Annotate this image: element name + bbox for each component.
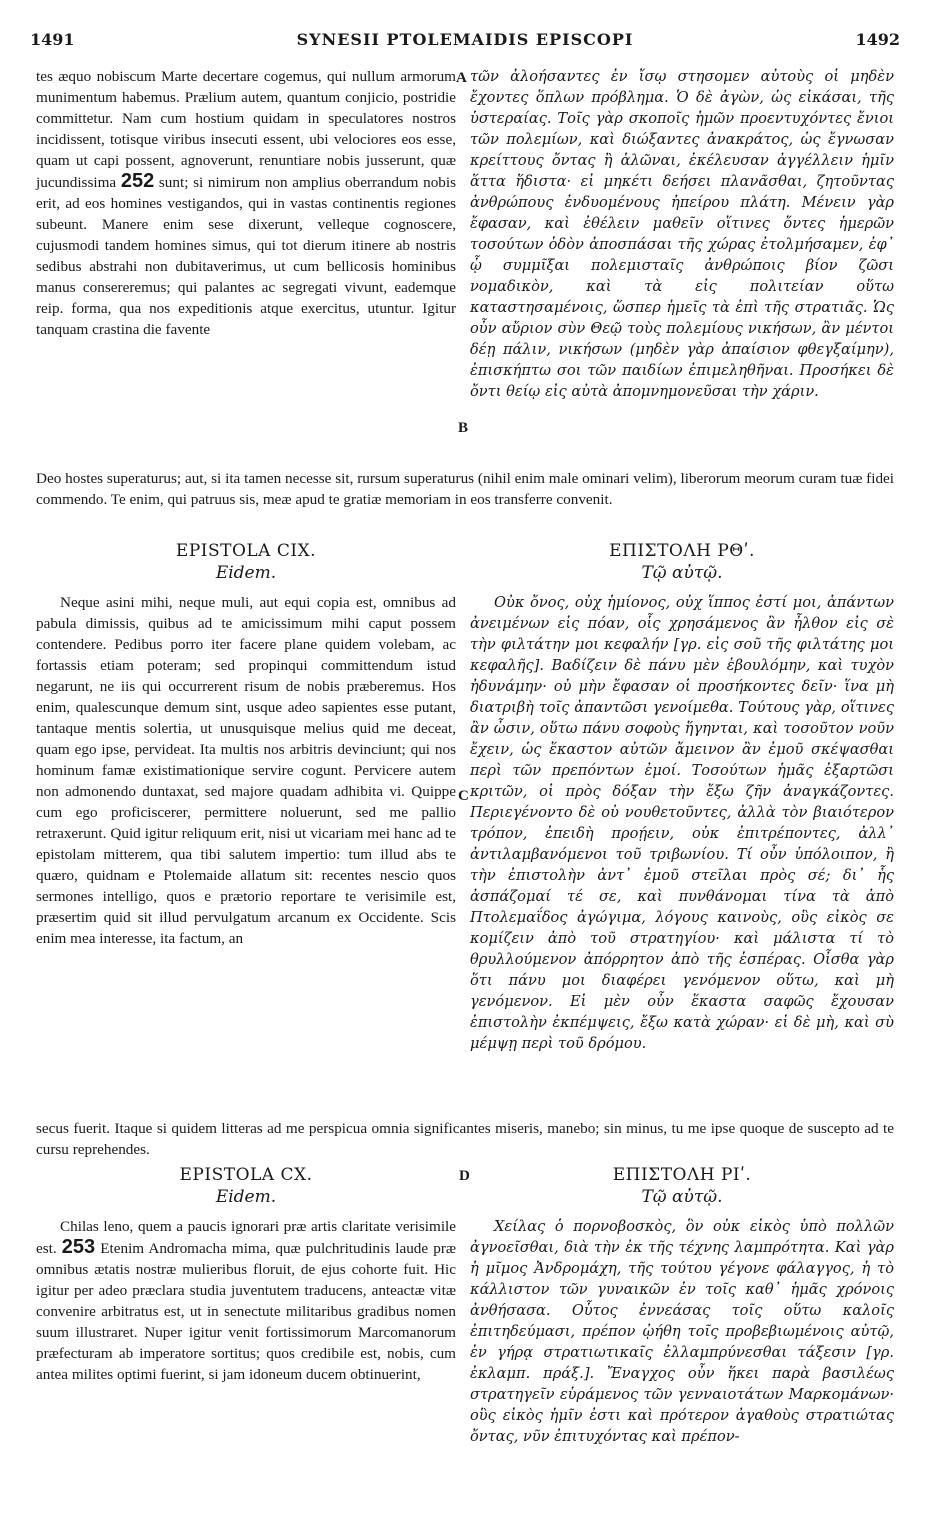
running-title: SYNESII PTOLEMAIDIS EPISCOPI: [296, 30, 634, 49]
epistle-title: ΕΠΙΣΤΟΛΗ ΡΘʹ.: [609, 541, 755, 561]
page-number-left: 1491: [30, 30, 75, 49]
greek-text: Χείλας ὁ πορνοβοσκὸς, ὃν οὐκ εἰκὸς ὑπὸ πολλῶν ἀγνοεῖσθαι, διὰ τὴν ἐκ τῆς τέχνης λαμπρότητα. Καὶ γὰρ ἡ μῖμος Ἀνδρομάχη, τῆς τούτου γέγονε φάλαγγος, ἡ τὸ κάλλιστον τῶν γυναικῶν ἐν τοῖς καθ᾽ ἡμᾶς χρόνοις ἀνθήσασα. Οὗτος ἐννεάσας τοῖς οὕτω καλοῖς ἐπιτηδεύμασι, πρέπον ᾠήθη τοῖς προβεβιωμένοις αὐτῷ, ἐν γήρᾳ στρατιωτικαῖς ἐλλαμπρύνεσθαι τάξεσιν [γρ. ἐκλαμπ. πράξ.]. Ἔναγχος οὖν ἥκει παρὰ βασιλέως στρατηγεῖν εὑράμενος τῶν γενναιοτάτων Μαρκομάνων· οὓς εἰκὸς ἡμῖν ἐστι καὶ πρότερον ἀγαθοὺς στρατιώτας ὄντας, νῦν ἐπιτυχόντας καὶ πρέπον-: [470, 1218, 894, 1445]
latin-column-section1: [36, 66, 456, 340]
latin-epistle-heading-110: [36, 1164, 456, 1208]
greek-epistle-heading-109: [470, 540, 894, 584]
epistle-title: EPISTOLA CIX.: [175, 541, 317, 561]
latin-text-continued: sunt; si nimirum non amplius oberrandum nobis erit, ad eos homines vestigandos, qui in vastas continentis regiones subeunt. Manere enim sese dixerunt, velleque cognoscere, cujusmodi tandem homines simus, qui tot dierum itinere ab nostris sedibus abstrahi non dubitaverimus, ut cum bellicosis hominibus manus consereremus; qui palantes ac segregati vivunt, eademque reip. forma, qua nos expeditionis atque exercitus, utuntur. Igitur tanquam crastina die favente: [36, 174, 457, 338]
epistle-title: EPISTOLA CX.: [179, 1165, 313, 1185]
greek-column-epistle-110: [470, 1216, 894, 1447]
latin-text: Neque asini mihi, neque muli, aut equi copia est, omnibus ad pabula dimissis, quibus ad te amicissimum mihi caput possem contendere. Pedibus porro iter facere plane quidem volebam, ac fortassis etiam poteram; sed propinqui committendum istud negarunt, ne iis qui occurrerent risum de nobis præberemus. Hos enim, qualescunque demum sint, usque adeo sapientes esse putant, tantaque mentis solertia, ut unusquisque melius quid me deceat, quam ego ipse, pervideat. Ita multis nos arbitris devinciunt; qui nos hominum famæ existimationique servire cogunt. Pervicere autem non admonendo duntaxat, sed majore quadam adhibita vi. Quippe cum ego proficiscerer, permittere noluerunt, sed me pallio retraxerunt. Quid igitur reliquum erit, nisi ut vicariam mei hanc ad te epistolam mitterem, qua tibi salutem impertio: tum illud abs te quæro, quidnam e Ptolemaide allatum sit: recentes nescio quos sermones intelligo, quos e prætorio reportare te verisimile est, præsertim quid sit illud pervulgatum arcanum ex Occidente. Scis enim mea interesse, ita factum, an: [36, 594, 456, 947]
epistle-addressee: Eidem.: [215, 563, 277, 583]
epistle-addressee: Τῷ αὐτῷ.: [641, 1187, 723, 1207]
latin-text: Chilas leno, quem a paucis ignorari præ artis claritate verisimile est.: [36, 1218, 456, 1257]
latin-column-epistle-109: [36, 592, 456, 949]
page-number-right: 1492: [855, 30, 900, 49]
greek-column-epistle-109: [470, 592, 894, 1054]
section-marker-c: C: [458, 788, 469, 804]
greek-text: Οὐκ ὄνος, οὐχ ἡμίονος, οὐχ ἵππος ἐστί μοι, ἁπάντων ἀνειμένων εἰς πόαν, οἷς χρησάμενος ἂν ἦλθον εἰς σὲ τὴν φιλτάτην μοι κεφαλήν [γρ. εἰς σοῦ τῆς φιλτάτης μοι κεφαλῆς]. Βαδίζειν δὲ πάνυ μὲν ἐβουλόμην, καὶ τυχὸν ἠδυνάμην· οὐ μὴν ἔφασαν οἱ προσήκοντες δεῖν· ἵνα μὴ διατριβὴ τοῖς ἀπαντῶσι γενοίμεθα. Τούτους γὰρ, οἵτινες ἂν ὦσιν, οὕτω πάνυ σοφοὺς ἥγηνται, καὶ τοσοῦτον νοῦν ἔχειν, ὡς ἕκαστον αὐτῶν ἄμεινον ἂν ἐμοῦ σκέψασθαι περὶ τῶν πρεπόντων ἐμοί. Τοσούτων ἡμᾶς ἐξαρτῶσι κριτῶν, οἱ πρὸς δόξαν τὴν ἔξω ζῆν ἀναγκάζοντες. Περιεγένοντο δὲ οὐ νουθετοῦντες, ἀλλὰ τὸν βιαιότερον τρόπον, ἐπειδὴ προῄειν, οὐκ ἐπιτρέποντες, ἀλλ᾽ ἀντιλαμβανόμενοι τοῦ τριβωνίου. Τί οὖν ὑπόλοιπον, ἢ τὴν ἐπιστολὴν ἀντ᾽ ἐμοῦ στεῖλαι πρὸς σέ; δι᾽ ἧς ἀσπάζομαί τέ σε, καὶ πυνθάνομαι τίνα τὰ ἀπὸ Πτολεμαΐδος ἀγώγιμα, λόγους καινοὺς, οὓς εἰκὸς σε κομίζειν ἀπὸ τοῦ στρατηγίου· καὶ μάλιστα τί τὸ θρυλλούμενον ἀπόρρητον ἀπὸ τῆς ἑσπέρας. Οἶσθα γὰρ ὅτι πάνυ μοι διαφέρει γενόμενον οὕτω, καὶ μὴ γενόμενον. Εἰ μὲν οὖν ἕκαστα σαφῶς ἔχουσαν ἐπιστολὴν ἐκπέμψεις, ἔξω κατὰ χώραν· εἰ δὲ μὴ, καὶ σὺ μέμψῃ περὶ τοῦ δρόμου.: [470, 594, 894, 1052]
latin-text-continued: Etenim Andromacha mima, quæ pulchritudinis laude præ omnibus ætatis nostræ mulieribus floruit, de ejus cohorte fuit. Hic igitur per adeo præclara studia juventutem traducens, anteactæ vitæ convenire arbitratus est, ut in senectute militaribus gradibus nomen suum illustraret. Nuper igitur venit fortissimorum Marcomanorum præfecturam ab imperatore sortitus; quos credibile est, nobis, cum antea milites optimi fuerint, si jam idoneum ducem obtinuerint,: [36, 1240, 456, 1383]
reference-number: 252: [120, 170, 155, 192]
section-marker-b: B: [458, 420, 469, 436]
section-marker-d: D: [459, 1168, 470, 1184]
page-header: [30, 30, 900, 54]
latin-text: tes æquo nobiscum Marte decertare cogemus, qui nullum armorum munimentum habemus. Prælium autem, quantum conjicio, postridie committetur. Nam cum hostium quidam in speculatores nostros incidissent, totisque viribus insecuti essent, ubi velociores eos esse, quam ut capi possent, agnoverunt, renuntiare nobis jusserunt, quæ jucundissima: [36, 68, 456, 191]
epistle-addressee: Eidem.: [215, 1187, 277, 1207]
greek-column-section1: [470, 66, 894, 402]
latin-column-epistle-110: [36, 1216, 456, 1385]
section-marker-a: A: [456, 70, 467, 86]
epistle-addressee: Τῷ αὐτῷ.: [641, 563, 723, 583]
greek-text: τῶν ἀλοήσαντες ἐν ἴσῳ στησομεν αὐτοὺς οἱ μηδὲν ἔχοντες ὅπλων πρόβλημα. Ὁ δὲ ἀγὼν, ὡς εἰκάσαι, τῆς ὑστεραίας. Τοῖς γὰρ σκοποῖς ἡμῶν προεντυχόντες ἔνιοι τῶν πολεμίων, καὶ διώξαντες ἀνακράτος, ὡς ἔγνωσαν κρείττους ὄντας ἢ ἁλῶναι, ἐκέλευσαν ἀγγέλλειν ἡμῖν ἅττα ἥδιστα· εἰ μηκέτι δεήσει πλανᾶσθαι, ζητοῦντας ἀνθρώπους ἐνδυομένους ἠπείρου πλάτη. Μένειν γὰρ ἔφασαν, καὶ ἐθέλειν μαθεῖν οἵτινες ὄντες ἡμερῶν τοσούτων ὁδὸν ἀποσπάσαι τῆς χώρας ἐτολμήσαμεν, ἐφ᾽ ᾧ συμμῖξαι πολεμισταῖς ἀνθρώποις βίον ζῶσι νομαδικὸν, καὶ τὰ εἰς πολιτείαν οὕτω καταστησαμένοις, ὥσπερ ἡμεῖς τὰ ἐπὶ τῆς στρατιᾶς. Ὡς οὖν αὔριον σὺν Θεῷ τοὺς πολεμίους νικήσων, ἂν μέντοι δέῃ πάλιν, νικήσων (μηδὲν γὰρ ἀπαίσιον φθεγξαίμην), ἐπισκήπτω σοι τῶν παιδίων ἐπιμεληθῆναι. Προσήκει δὲ ὄντι θείῳ εἰς αὐτὰ ἀπομνημονεῦσαι τὴν χάριν.: [470, 68, 894, 400]
full-width-paragraph-2: secus fuerit. Itaque si quidem litteras ad me perspicua omnia significantes miseris, manebo; sin minus, tu me ipse quoque de suscepto ad te cursu reprehendes.: [36, 1120, 894, 1158]
full-width-paragraph-1: Deo hostes superaturus; aut, si ita tamen necesse sit, rursum superaturus (nihil enim male ominari velim), liberorum meorum curam tuæ fidei commendo. Te enim, qui patruus sis, meæ apud te gratiæ memoriam in eos transferre convenit.: [36, 470, 894, 508]
epistle-title: ΕΠΙΣΤΟΛΗ ΡΙʹ.: [612, 1165, 752, 1185]
latin-epistle-heading-109: [36, 540, 456, 584]
reference-number: 253: [61, 1236, 96, 1258]
greek-epistle-heading-110: [470, 1164, 894, 1208]
